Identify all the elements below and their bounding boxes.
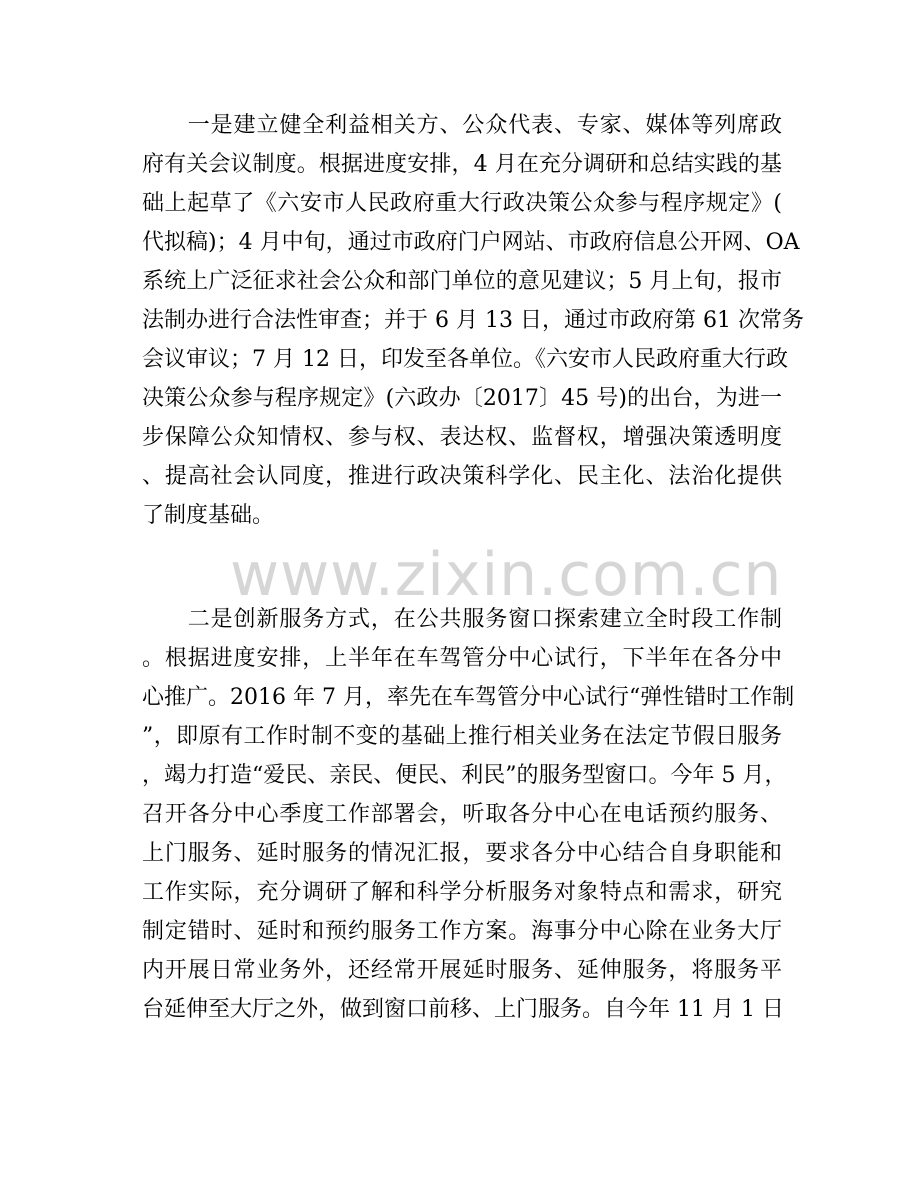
text-line: 步保障公众知情权、参与权、表达权、监督权，增强决策透明度 <box>142 425 782 450</box>
text-line: 系统上广泛征求社会公众和部门单位的意见建议；5 月上旬，报市 <box>142 269 782 294</box>
text-line: 内开展日常业务外，还经常开展延时服务、延伸服务，将服务平 <box>142 958 782 983</box>
text-line: 制定错时、延时和预约服务工作方案。海事分中心除在业务大厅 <box>142 919 782 944</box>
text-line: 心推广。2016 年 7 月，率先在车驾管分中心试行“弹性错时工作制 <box>142 685 795 710</box>
text-line: 代拟稿)；4 月中旬，通过市政府门户网站、市政府信息公开网、OA <box>142 230 800 255</box>
text-line: 础上起草了《六安市人民政府重大行政决策公众参与程序规定》( <box>142 191 782 216</box>
text-line: 台延伸至大厅之外，做到窗口前移、上门服务。自今年 11 月 1 日 <box>142 997 784 1022</box>
text-line: 府有关会议制度。根据进度安排，4 月在充分调研和总结实践的基 <box>142 152 782 177</box>
text-line: 。根据进度安排，上半年在车驾管分中心试行，下半年在各分中 <box>142 646 782 671</box>
text-line: 、提高社会认同度，推进行政决策科学化、民主化、法治化提供 <box>142 464 782 489</box>
paragraph-1 <box>142 106 804 535</box>
text-line: 决策公众参与程序规定》(六政办〔2017〕45 号)的出台，为进一 <box>142 386 782 411</box>
watermark: www.zixin.com.cn <box>230 540 783 610</box>
text-line: 上门服务、延时服务的情况汇报，要求各分中心结合自身职能和 <box>142 841 782 866</box>
text-line: ，竭力打造“爱民、亲民、便民、利民”的服务型窗口。今年 5 月， <box>142 763 787 788</box>
text-line: 召开各分中心季度工作部署会，听取各分中心在电话预约服务、 <box>142 802 782 827</box>
text-line: 一是建立健全利益相关方、公众代表、专家、媒体等列席政 <box>142 113 782 138</box>
paragraph-2 <box>142 600 795 1029</box>
text-line: 了制度基础。 <box>142 503 275 528</box>
text-line: ”，即原有工作时制不变的基础上推行相关业务在法定节假日服务 <box>142 724 782 749</box>
text-line: 法制办进行合法性审查；并于 6 月 13 日，通过市政府第 61 次常务 <box>142 308 804 333</box>
text-line: 会议审议；7 月 12 日，印发至各单位。《六安市人民政府重大行政 <box>142 347 788 372</box>
text-line: 工作实际，充分调研了解和科学分析服务对象特点和需求，研究 <box>142 880 782 905</box>
text-line: 二是创新服务方式，在公共服务窗口探索建立全时段工作制 <box>142 607 782 632</box>
